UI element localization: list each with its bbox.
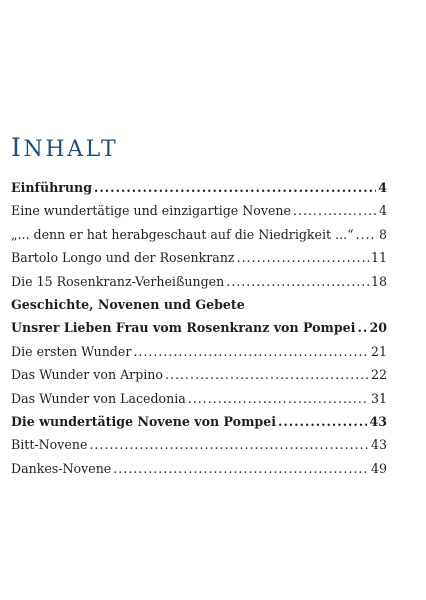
toc-entry[interactable] [11, 176, 387, 199]
toc-entry[interactable] [11, 270, 387, 293]
toc-entry-title: Die ersten Wunder [11, 343, 132, 359]
toc-leader-dots [188, 387, 369, 410]
toc-entry[interactable] [11, 457, 387, 480]
toc-entry-page: 18 [370, 273, 387, 289]
toc-leader-dots [226, 270, 369, 293]
toc-entry-title: Unsrer Lieben Frau vom Rosenkranz von Pompei [11, 320, 356, 336]
toc-entry-page: 4 [378, 203, 387, 219]
toc-entry-page: 8 [378, 226, 387, 242]
toc-entry-title: Eine wundertätige und einzigartige Novene [11, 203, 291, 219]
toc-entry[interactable] [11, 293, 387, 316]
toc-entry-title: Die wundertätige Novene von Pompei [11, 413, 277, 429]
toc-entry-page: 43 [370, 437, 387, 453]
toc-entry-title: Bitt-Novene [11, 437, 88, 453]
toc-entry-title: Bartolo Longo und der Rosenkranz [11, 250, 235, 266]
toc-entry-title: Geschichte, Novenen und Gebete [11, 296, 245, 312]
toc-heading-initial: I [11, 133, 24, 162]
toc-heading [11, 133, 118, 165]
toc-entry-page: 49 [370, 460, 387, 476]
toc-leader-dots [357, 316, 367, 339]
toc-entry-title: Das Wunder von Arpino [11, 367, 163, 383]
toc-entry-page: 4 [378, 180, 387, 195]
toc-leader-dots [165, 363, 369, 386]
toc-entry[interactable] [11, 387, 387, 410]
toc-leader-dots [133, 340, 369, 363]
toc-list [11, 176, 387, 480]
toc-entry[interactable] [11, 223, 387, 246]
toc-entry-page: 20 [369, 320, 387, 336]
toc-entry[interactable] [11, 246, 387, 269]
toc-entry-page: 11 [370, 250, 387, 266]
toc-leader-dots [356, 223, 377, 246]
toc-leader-dots [94, 176, 376, 199]
toc-leader-dots [293, 199, 377, 222]
toc-entry-page: 22 [370, 367, 387, 383]
toc-leader-dots [113, 457, 369, 480]
toc-entry[interactable] [11, 199, 387, 222]
toc-entry[interactable] [11, 433, 387, 456]
toc-leader-dots [89, 433, 369, 456]
toc-entry-page: 43 [369, 413, 387, 429]
toc-entry-page: 31 [370, 390, 387, 406]
toc-leader-dots [237, 246, 369, 269]
toc-entry-title: Dankes-Novene [11, 460, 112, 476]
toc-heading-rest: NHALT [23, 137, 119, 162]
toc-entry-title: „... denn er hat herabgeschaut auf die Niedrigkeit ...“ [11, 226, 354, 242]
toc-entry[interactable] [11, 340, 387, 363]
toc-entry[interactable] [11, 410, 387, 433]
toc-entry[interactable] [11, 363, 387, 386]
toc-entry[interactable] [11, 316, 387, 339]
toc-entry-title: Das Wunder von Lacedonia [11, 390, 186, 406]
toc-entry-title: Die 15 Rosenkranz-Verheißungen [11, 273, 225, 289]
toc-entry-page: 21 [370, 343, 387, 359]
toc-leader-dots [278, 410, 367, 433]
toc-entry-title: Einführung [11, 180, 93, 195]
